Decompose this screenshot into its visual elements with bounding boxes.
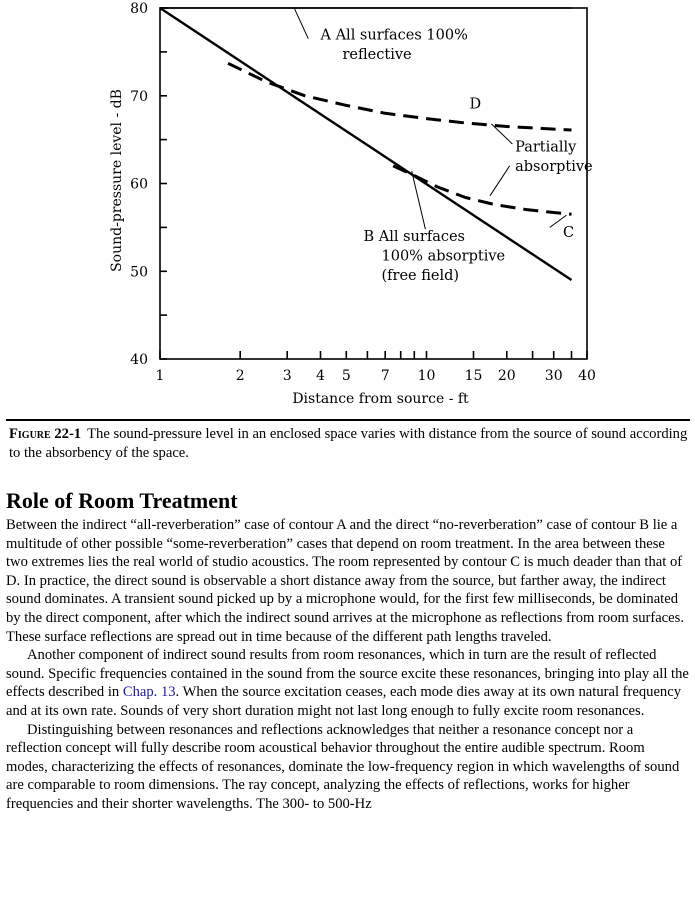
y-tick-label: 60	[130, 176, 148, 193]
figure-caption	[9, 425, 693, 463]
annotation-d-label: D	[469, 96, 482, 113]
x-tick-label: 3	[282, 368, 292, 384]
annotation-b-label: 100% absorptive	[381, 248, 506, 265]
figure-caption-text: The sound-pressure level in an enclosed space varies with distance from the source of sound according to the absorbency of the space.	[9, 426, 688, 461]
annotation-partial-label: Partially	[515, 139, 577, 156]
x-tick-label: 40	[578, 368, 596, 384]
annotation-leader	[295, 9, 309, 39]
y-tick-label: 50	[130, 264, 148, 281]
paragraph-2	[6, 646, 690, 720]
section-heading: Role of Room Treatment	[6, 488, 238, 513]
spl-distance-chart	[0, 0, 695, 415]
body-text	[6, 516, 690, 814]
x-tick-label: 15	[464, 368, 483, 384]
paragraph-2-start: Another component of indirect sound results from room resonances, which in turn are the result of reflected sound. Specific frequencies contained in the sound from the source excite these resonances, bringing into play all the effects described in	[6, 647, 689, 701]
annotation-b-label: (free field)	[381, 268, 460, 285]
annotation-partial-label: absorptive	[515, 159, 593, 176]
y-tick-label: 40	[130, 352, 148, 368]
figure-label: Figure 22-1	[9, 426, 82, 442]
annotation-b-label: B All surfaces	[363, 229, 465, 246]
x-tick-label: 7	[380, 368, 390, 384]
y-tick-label: 70	[130, 88, 148, 105]
x-tick-label: 2	[235, 368, 245, 384]
caption-rule	[6, 419, 690, 421]
x-tick-label: 5	[341, 368, 351, 384]
annotation-a-label: reflective	[342, 46, 412, 63]
paragraph-3: Distinguishing between resonances and reflections acknowledges that neither a resonance concept nor a reflection concept will fully describe room acoustical behavior throughout the entire audible spectrum. Room modes, characterizing the effects of resonances, dominate the low-frequency region in which wavelengths of sound are comparable to room dimensions. The ray concept, analyzing the effects of reflections, works for higher frequencies and their shorter wavelengths. The 300- to 500-Hz	[6, 721, 680, 812]
x-tick-label: 4	[316, 368, 325, 384]
paragraph-1: Between the indirect “all-reverberation” case of contour A and the direct “no-reverberation” case of contour B lie a multitude of other possible “some-reverberation” cases that depend on room treatment. In the area between these two extremes lies the real world of studio acoustics. The room represented by contour C is much deader than that of D. In practice, the direct sound is observable a short distance away from the source, but farther away, the indirect sound dominates. A transient sound picked up by a microphone would, for the first few milliseconds, be dominated by the direct component, after which the indirect sound arrives at the microphone as reflections from room surfaces. These surface reflections are spread out in time because of the different path lengths traveled.	[6, 517, 684, 645]
series-d-line	[228, 63, 572, 130]
plot-layer	[109, 1, 596, 407]
x-axis-label: Distance from source - ft	[292, 391, 469, 407]
paragraph-2-end: . When the source excitation ceases, each mode dies away at its own natural frequency and at its own rate. Sounds of very short duration might not last long enough to fully excite room resonances.	[6, 684, 681, 719]
y-axis-label: Sound-pressure level - dB	[109, 89, 125, 272]
annotation-a-label: A All surfaces 100%	[320, 27, 468, 44]
x-tick-label: 20	[497, 368, 516, 384]
x-tick-label: 10	[417, 368, 436, 384]
chapter-13-link[interactable]: Chap. 13	[122, 684, 176, 701]
annotation-c-label: C	[563, 224, 575, 241]
y-tick-label: 80	[130, 1, 148, 17]
x-tick-label: 1	[155, 368, 165, 384]
annotation-leader	[490, 166, 510, 196]
x-tick-label: 30	[544, 368, 563, 384]
